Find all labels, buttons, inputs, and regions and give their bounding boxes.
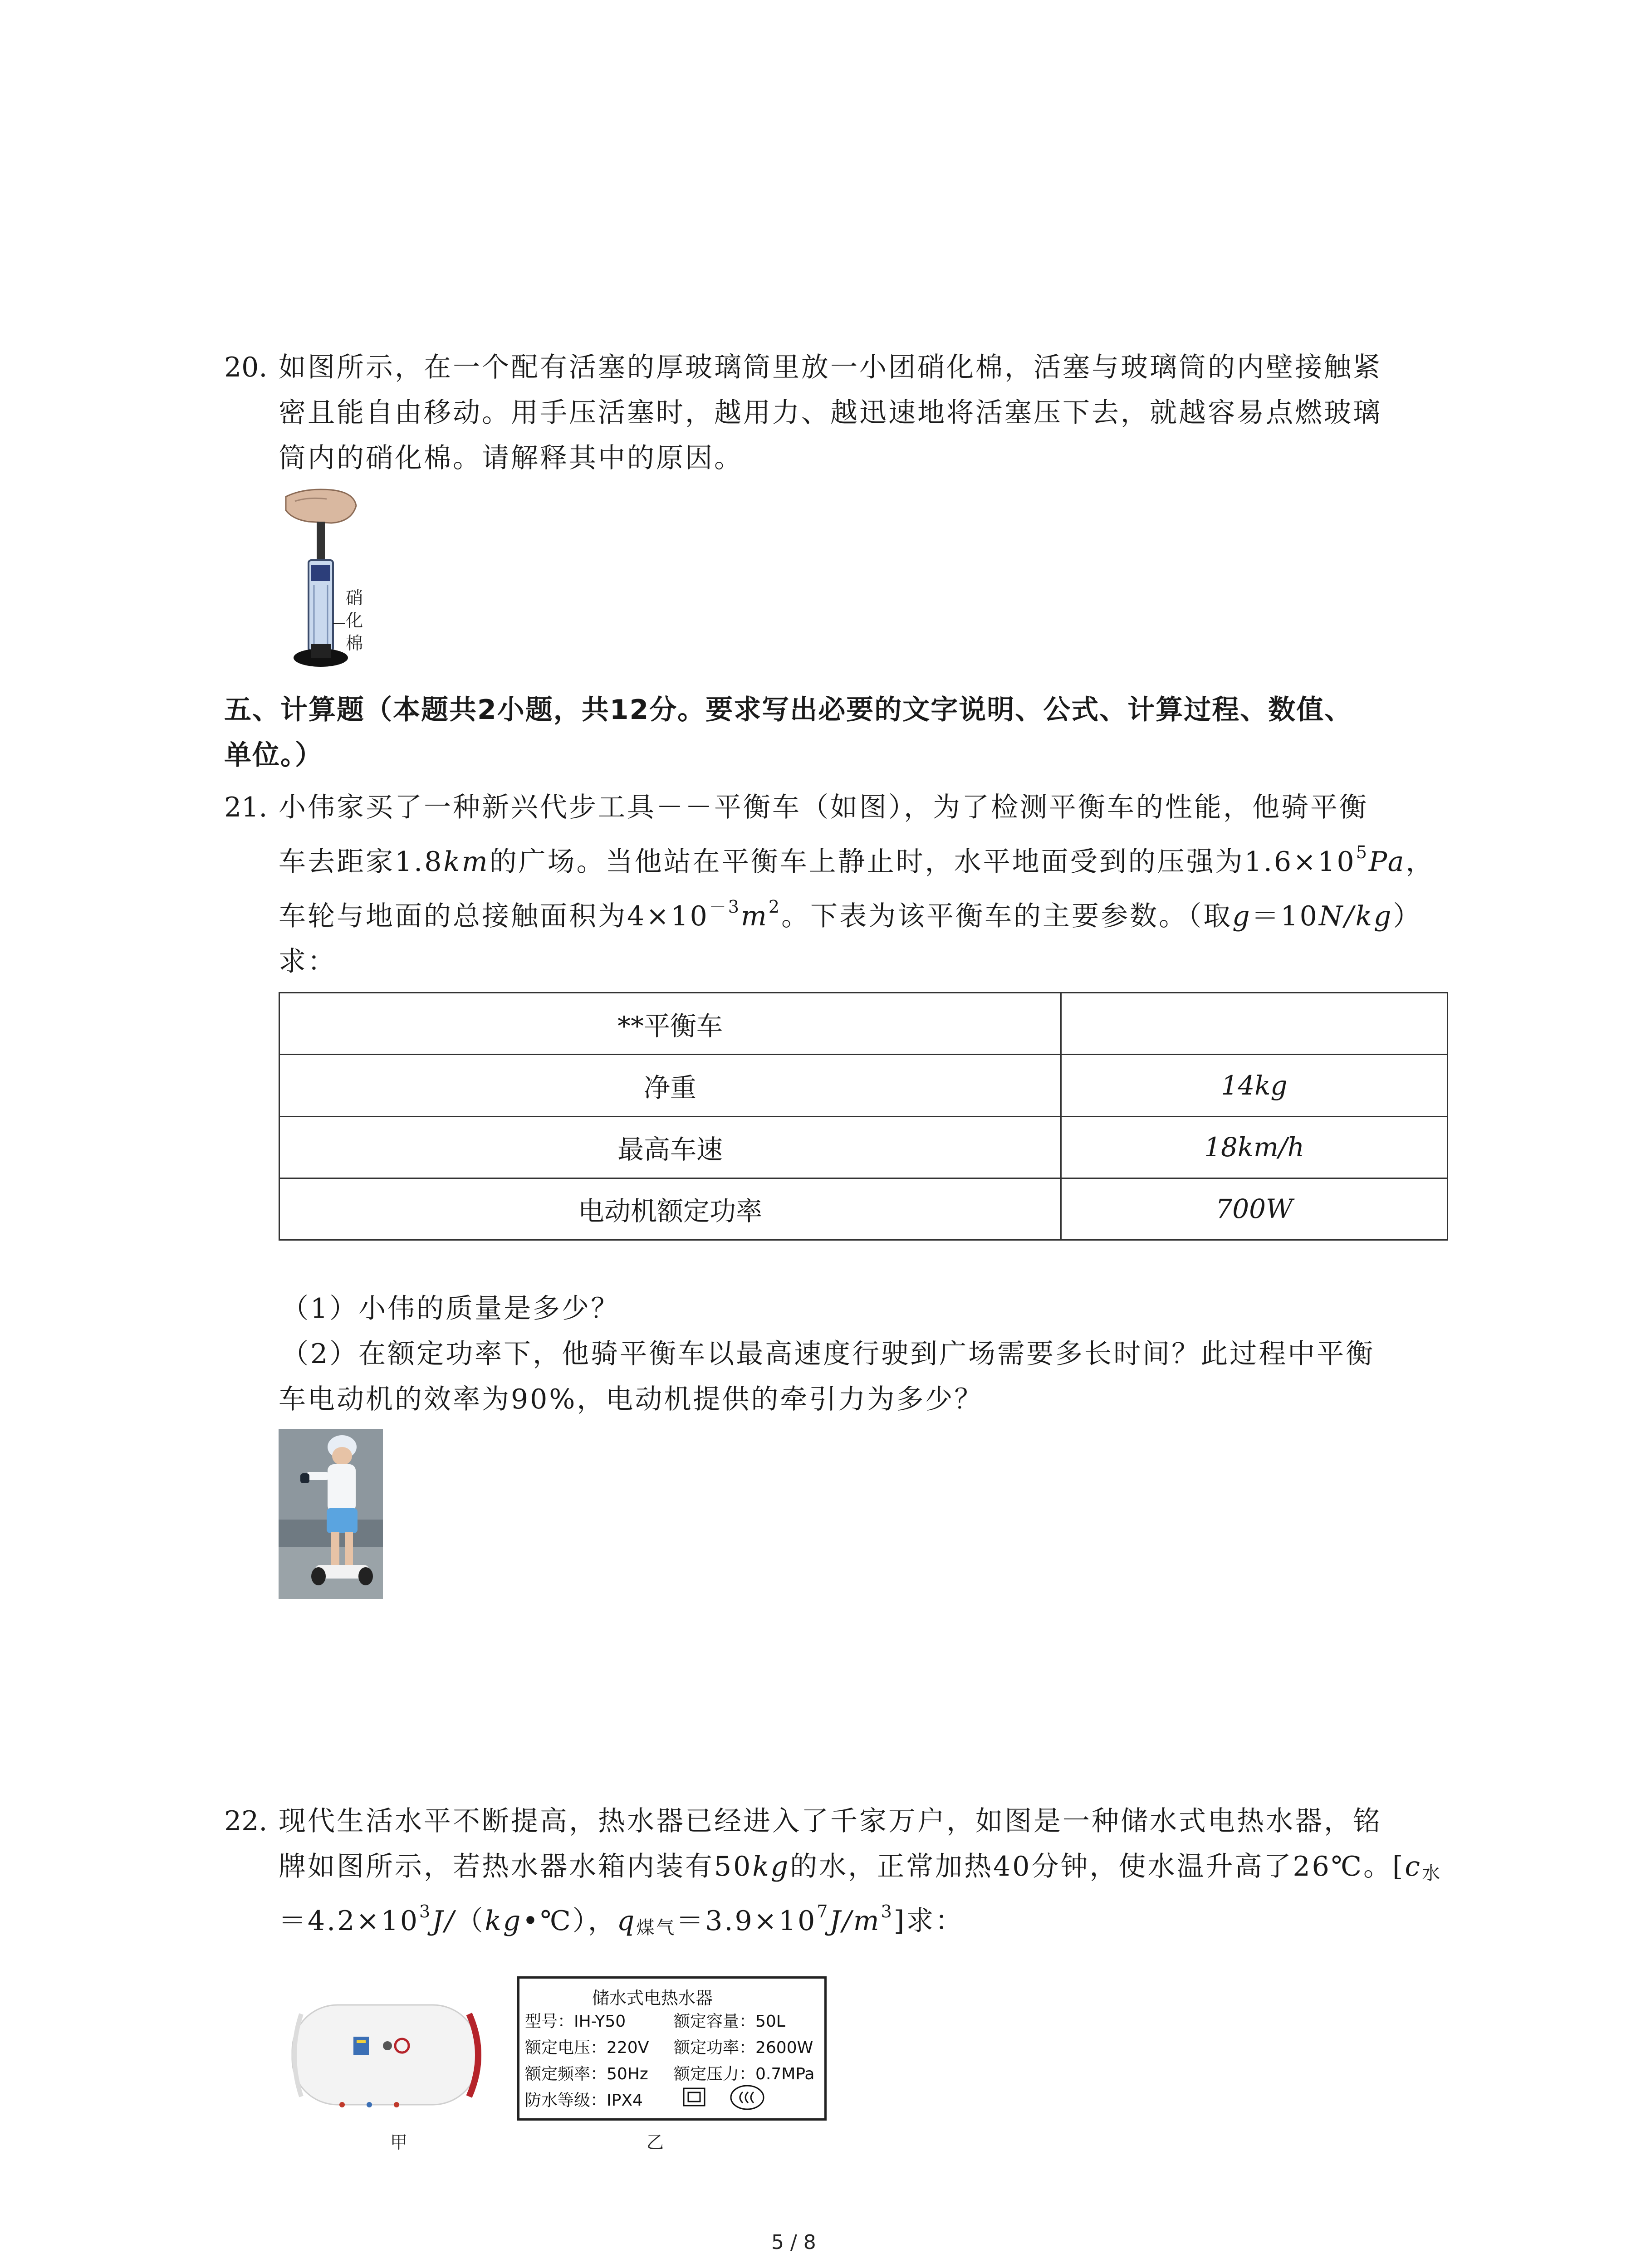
figure-label-yi: 乙 — [647, 2132, 664, 2152]
table-cell: **平衡车 — [279, 993, 1061, 1055]
section5-heading-line1: 五、计算题（本题共2小题，共12分。要求写出必要的文字说明、公式、计算过程、数值、 — [224, 694, 1353, 726]
piston-cylinder-figure — [277, 488, 386, 669]
table-cell: 最高车速 — [279, 1116, 1061, 1178]
nameplate-title: 储水式电热水器 — [592, 1988, 713, 2008]
double-insulation-icon — [682, 2087, 706, 2107]
page-number: 5 / 8 — [771, 2231, 816, 2254]
nameplate-frequency: 额定频率：50Hz — [525, 2065, 648, 2083]
table-cell: 700W — [1061, 1178, 1448, 1240]
ccc-certification-icon — [729, 2084, 765, 2111]
balance-car-param-table — [279, 992, 1448, 1241]
q21-text-line1: 小伟家买了一种新兴代步工具－－平衡车（如图），为了检测平衡车的性能，他骑平衡 — [279, 792, 1368, 823]
q20-text-line3: 筒内的硝化棉。请解释其中的原因。 — [279, 442, 743, 474]
nameplate-pressure: 额定压力：0.7MPa — [674, 2065, 815, 2083]
q22-text-line2: 牌如图所示，若热水器水箱内装有50kg的水，正常加热40分钟，使水温升高了26℃。[$c_水$ — [279, 1851, 1442, 1884]
nitrocotton-label-3: 棉 — [346, 633, 363, 653]
q22-text-line1: 现代生活水平不断提高，热水器已经进入了千家万户，如图是一种储水式电热水器，铭 — [279, 1805, 1382, 1837]
q21-text-line3: 车轮与地面的总接触面积为$4\times 10^{-3}m^2$。下表为该平衡车的主要参数。（取g＝10N/kg） — [279, 897, 1422, 932]
nitrocotton-label-1: 硝 — [346, 588, 363, 608]
q20-number: 20. — [224, 352, 268, 383]
table-cell: 18km/h — [1061, 1116, 1448, 1178]
table-row — [279, 1178, 1448, 1240]
table-cell: 电动机额定功率 — [279, 1178, 1061, 1240]
table-row — [279, 1055, 1448, 1116]
balance-car-photo — [279, 1429, 383, 1599]
q20-text-line2: 密且能自由移动。用手压活塞时，越用力、越迅速地将活塞压下去，就越容易点燃玻璃 — [279, 397, 1382, 429]
q21-sub2-line1: （2）在额定功率下，他骑平衡车以最高速度行驶到广场需要多长时间？此过程中平衡 — [281, 1338, 1375, 1370]
section5-heading-line2: 单位。） — [224, 739, 323, 771]
table-cell: 14kg — [1061, 1055, 1448, 1116]
nameplate-capacity: 额定容量：50L — [674, 2012, 785, 2031]
nameplate-power: 额定功率：2600W — [674, 2038, 813, 2057]
nitrocotton-label-2: 化 — [346, 611, 363, 631]
q21-sub2-line2: 车电动机的效率为90%，电动机提供的牵引力为多少？ — [279, 1383, 984, 1415]
water-heater-image — [279, 1996, 492, 2118]
table-cell: 净重 — [279, 1055, 1061, 1116]
q21-sub1: （1）小伟的质量是多少？ — [281, 1293, 620, 1325]
table-cell — [1061, 993, 1448, 1055]
q21-text-line2: 车去距家1.8km的广场。当他站在平衡车上静止时，水平地面受到的压强为$1.6\times 10^5Pa$， — [279, 842, 1435, 878]
q22-number: 22. — [224, 1805, 268, 1837]
nameplate-model: 型号：IH-Y50 — [525, 2012, 626, 2031]
q20-text-line1: 如图所示，在一个配有活塞的厚玻璃筒里放一小团硝化棉，活塞与玻璃筒的内壁接触紧 — [279, 352, 1382, 383]
q21-number: 21. — [224, 792, 268, 823]
nameplate-waterproof: 防水等级：IPX4 — [525, 2091, 643, 2110]
q21-text-line4: 求： — [279, 946, 337, 978]
figure-label-jia: 甲 — [390, 2132, 408, 2152]
nameplate-voltage: 额定电压：220V — [525, 2038, 649, 2057]
water-heater-nameplate — [517, 1976, 827, 2121]
table-row — [279, 993, 1448, 1055]
q22-text-line3: $=4.2\times 10^3J/(kg•℃)$，$q_{煤气}=3.9\times 10^7J/m^3$]求： — [279, 1901, 965, 1938]
table-row — [279, 1116, 1448, 1178]
